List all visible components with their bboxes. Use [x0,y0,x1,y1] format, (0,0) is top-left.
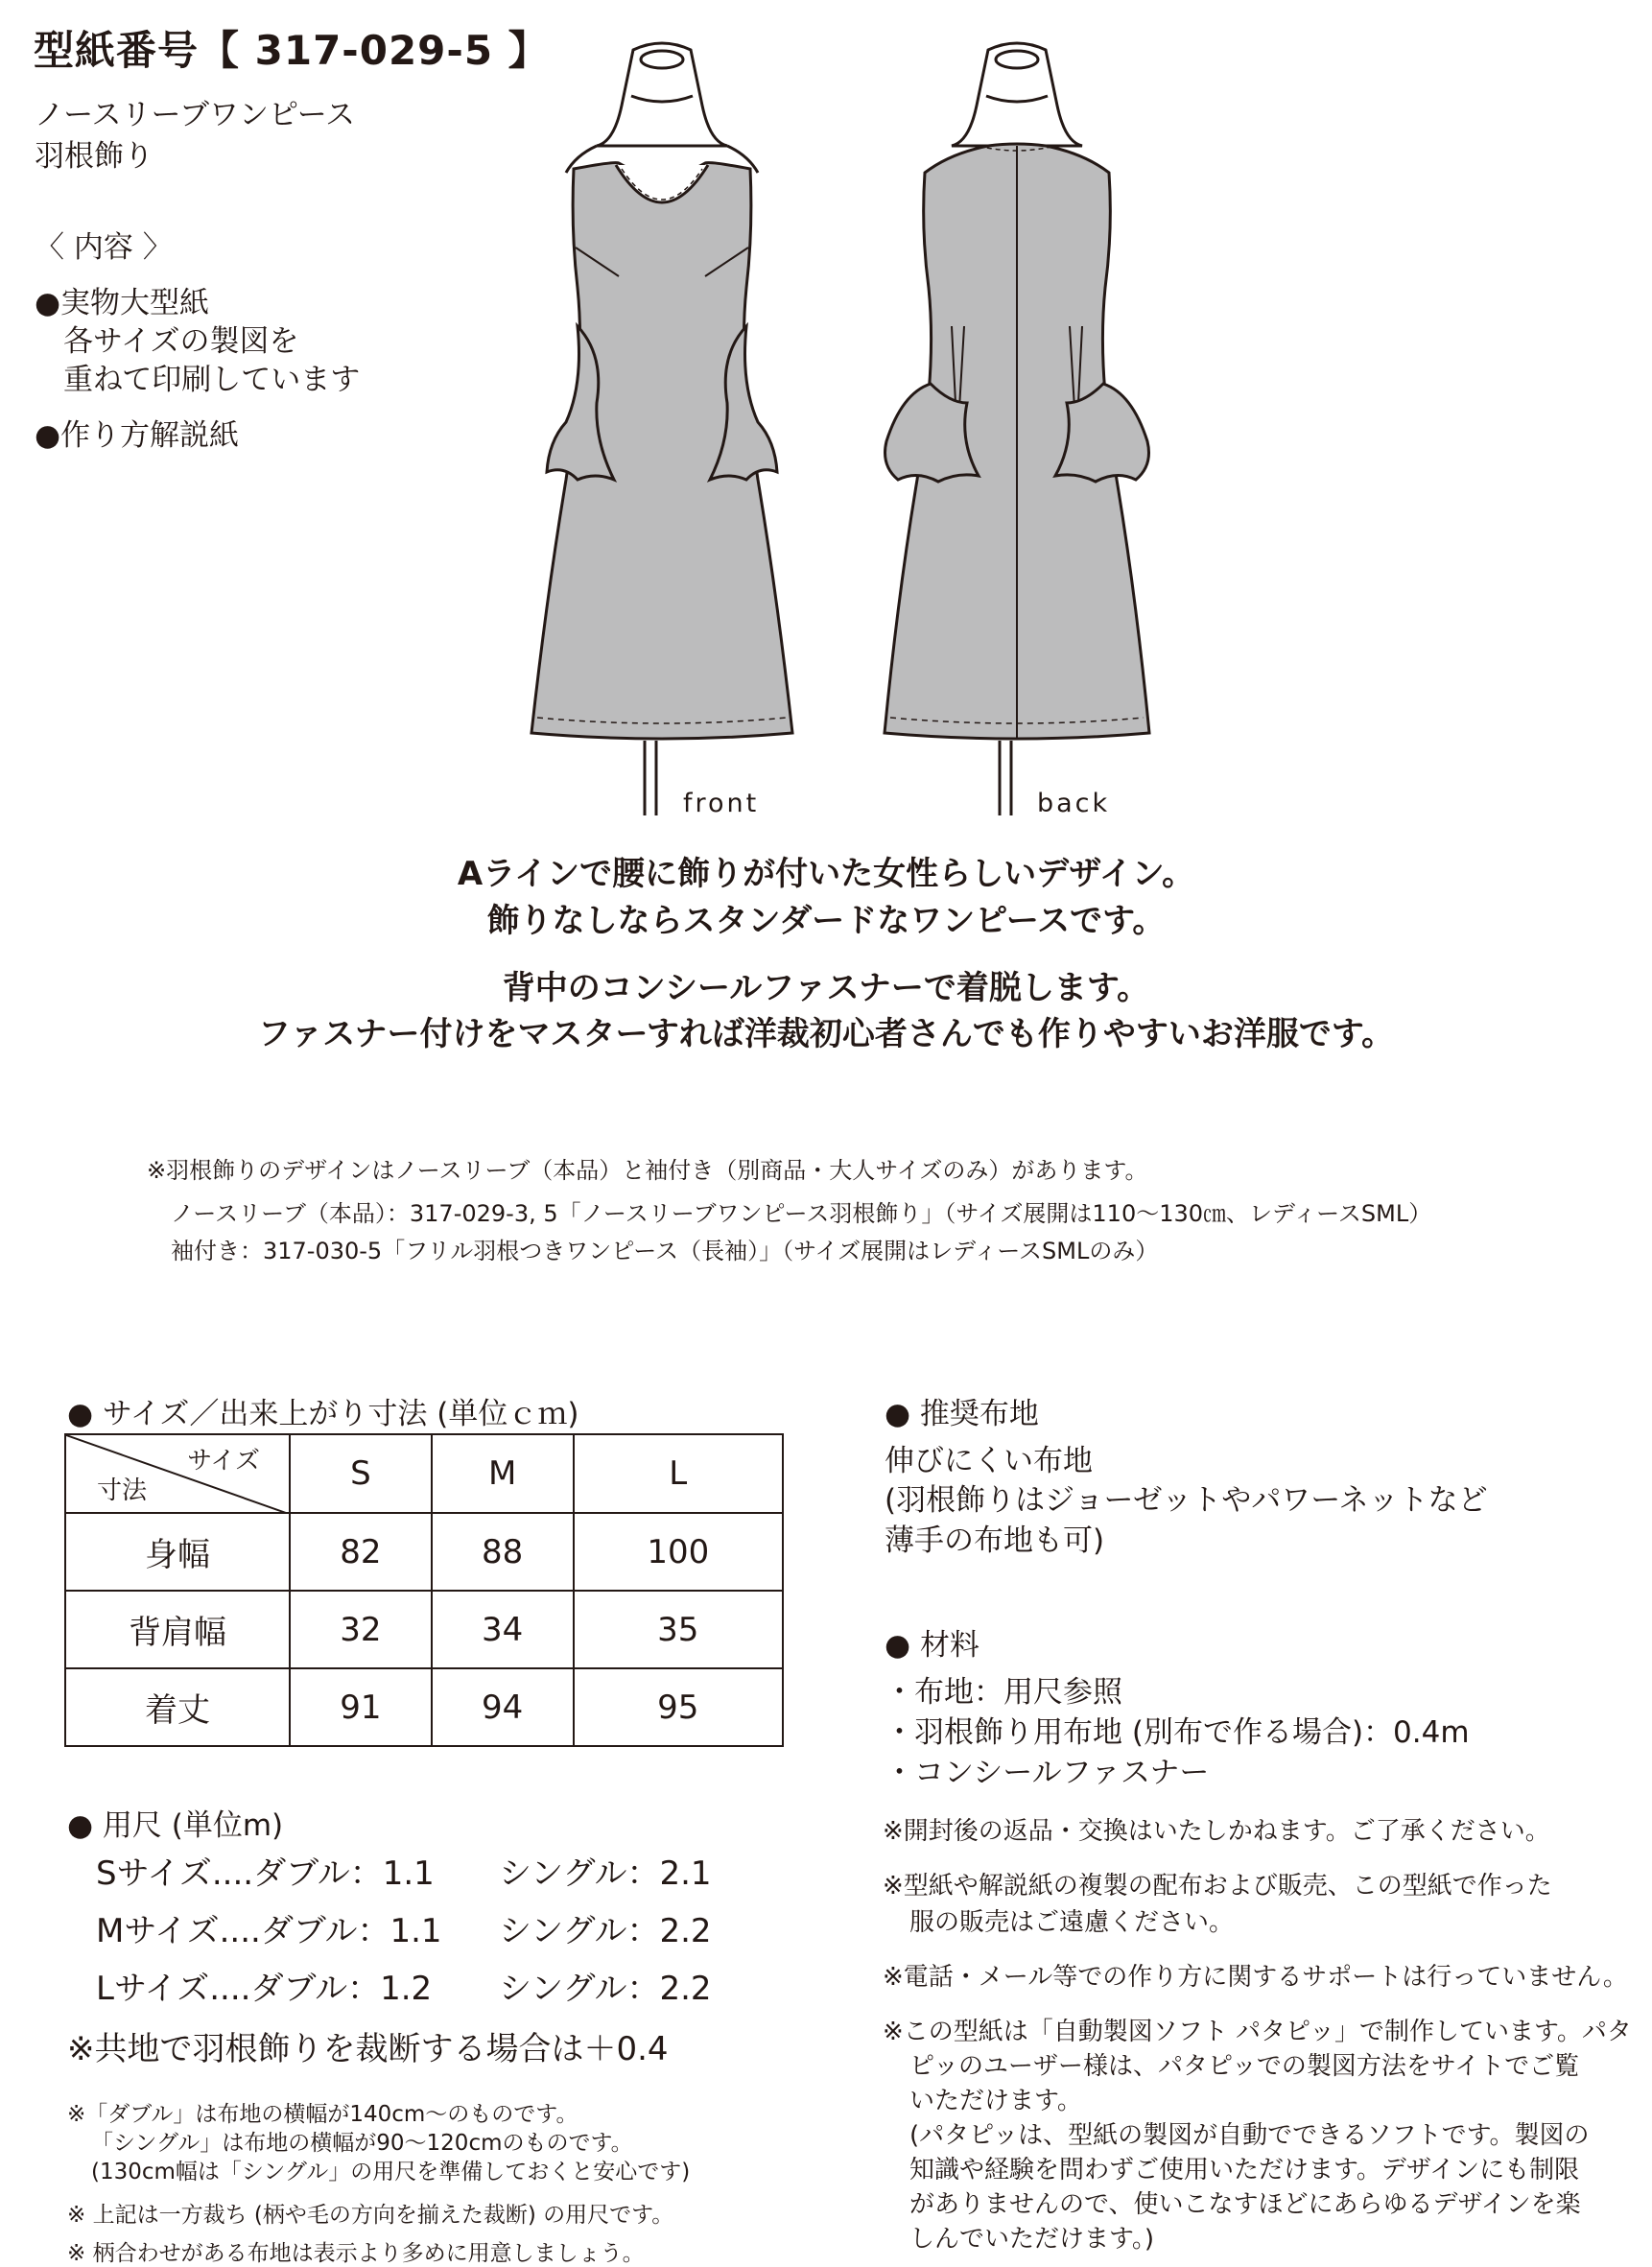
table-cell: 34 [432,1591,574,1668]
product-name: ノースリーブワンピース [35,98,356,132]
table-cell: 91 [290,1668,432,1746]
variant-sleeved: 袖付き：317-030-5「フリル羽根つきワンピース（長袖）」（サイズ展開はレディースSMLのみ） [171,1238,1159,1264]
table-cell: 100 [574,1513,783,1591]
materials-item: ・羽根飾り用布地 (別布で作る場合)：0.4m [885,1715,1470,1750]
size-table [64,1433,784,1747]
footnote: ※ 上記は一方裁ち (柄や毛の方向を揃えた裁断) の用尺です。 [67,2203,674,2228]
back-view-label: back [1037,789,1111,818]
column-header-s: S [290,1434,432,1513]
yardage-extra-note: ※共地で羽根飾りを裁断する場合は＋0.4 [67,2030,669,2068]
yardage-double: Lサイズ....ダブル：1.2 [96,1970,433,2008]
materials-item: ・コンシールファスナー [885,1756,1210,1790]
yardage-double: Sサイズ....ダブル：1.1 [96,1854,435,1893]
variants-note: ※羽根飾りのデザインはノースリーブ（本品）と袖付き（別商品・大人サイズのみ）があります。 [147,1157,1148,1184]
corner-dimension-label: 寸法 [97,1476,148,1505]
contents-heading: 〈 内容 〉 [35,230,173,265]
notice-software: 知識や経験を問わずご使用いただけます。デザインにも制限 [909,2156,1580,2184]
notice-software: ※この型紙は「自動製図ソフト パタピッ」で制作しています。パタ [883,2018,1632,2046]
fabric-text: (羽根飾りはジョーゼットやパワーネットなど [885,1483,1488,1518]
notice-software: しんでいただけます。) [909,2225,1155,2254]
yardage-heading: ● 用尺 (単位m) [67,1808,284,1843]
yardage-row-s [96,1847,712,1894]
contents-item-pattern: ●実物大型紙 [35,286,210,320]
notice-no-support: ※電話・メール等での作り方に関するサポートは行っていません。 [883,1963,1628,1992]
row-label: 背肩幅 [65,1591,290,1668]
column-header-l: L [574,1434,783,1513]
notice-software: (パタピッは、型紙の製図が自動でできるソフトです。製図の [909,2121,1590,2150]
notice-no-returns: ※開封後の返品・交換はいたしかねます。ご了承ください。 [883,1817,1550,1846]
dress-front-illustration [489,38,835,825]
yardage-single: シングル：2.2 [499,1912,712,1950]
notice-software: いただけます。 [909,2087,1082,2115]
description-line: 背中のコンシールファスナーで着脱します。 [502,969,1150,1007]
footnote: ※ 柄合わせがある布地は表示より多めに用意しましょう。 [67,2241,645,2266]
contents-item-instructions: ●作り方解説紙 [35,418,240,453]
footnote: (130cm幅は「シングル」の用尺を準備しておくと安心です) [91,2160,691,2184]
yardage-double: Mサイズ....ダブル：1.1 [96,1912,442,1950]
product-subname: 羽根飾り [35,139,153,174]
table-cell: 88 [432,1513,574,1591]
dress-back-illustration [844,38,1190,825]
size-table-heading: ● サイズ／出来上がり寸法 (単位ｃｍ) [67,1397,579,1431]
contents-item-pattern-detail: 重ねて印刷しています [63,363,361,397]
column-header-m: M [432,1434,574,1513]
notice-no-copy: 服の販売はご遠慮ください。 [909,1908,1235,1937]
pattern-number-title: 型紙番号【 317-029-5 】 [34,27,550,74]
table-cell: 32 [290,1591,432,1668]
fabric-text: 薄手の布地も可) [885,1523,1105,1558]
description-line: 飾りなしならスタンダードなワンピースです。 [486,902,1166,940]
notice-software: ピッのユーザー様は、パタピッでの製図方法をサイトでご覧 [909,2052,1580,2081]
table-cell: 94 [432,1668,574,1746]
corner-size-label: サイズ [187,1447,260,1476]
table-row [65,1668,783,1746]
description-line: Aラインで腰に飾りが付いた女性らしいデザイン。 [457,855,1195,893]
table-cell: 95 [574,1668,783,1746]
row-label: 身幅 [65,1513,290,1591]
footnote: 「シングル」は布地の横幅が90〜120cmのものです。 [91,2131,633,2156]
table-header-row [65,1434,783,1513]
notice-no-copy: ※型紙や解説紙の複製の配布および販売、この型紙で作った [883,1872,1552,1901]
yardage-single: シングル：2.2 [499,1970,712,2008]
table-corner-cell [65,1434,290,1513]
yardage-row-l [96,1962,712,2009]
materials-item: ・布地：用尺参照 [885,1675,1122,1710]
fabric-heading: ● 推奨布地 [885,1397,1039,1431]
front-view-label: front [683,789,760,818]
table-row [65,1513,783,1591]
table-cell: 35 [574,1591,783,1668]
description-line: ファスナー付けをマスターすれば洋裁初心者さんでも作りやすいお洋服です。 [257,1015,1395,1053]
fabric-text: 伸びにくい布地 [885,1444,1093,1478]
table-row [65,1591,783,1668]
yardage-single: シングル：2.1 [499,1854,712,1893]
row-label: 着丈 [65,1668,290,1746]
table-cell: 82 [290,1513,432,1591]
yardage-row-m [96,1904,712,1951]
notice-software: がありませんので、使いこなすほどにあらゆるデザインを楽 [909,2190,1581,2219]
dress-front-icon [489,38,835,825]
variant-sleeveless: ノースリーブ（本品）：317-029-3, 5「ノースリーブワンピース羽根飾り」（サイズ展開は110〜130㎝、レディースSML） [171,1200,1432,1227]
dress-back-icon [844,38,1190,825]
contents-item-pattern-detail: 各サイズの製図を [63,324,299,359]
materials-heading: ● 材料 [885,1628,979,1663]
footnote: ※「ダブル」は布地の横幅が140cm〜のものです。 [67,2102,578,2127]
